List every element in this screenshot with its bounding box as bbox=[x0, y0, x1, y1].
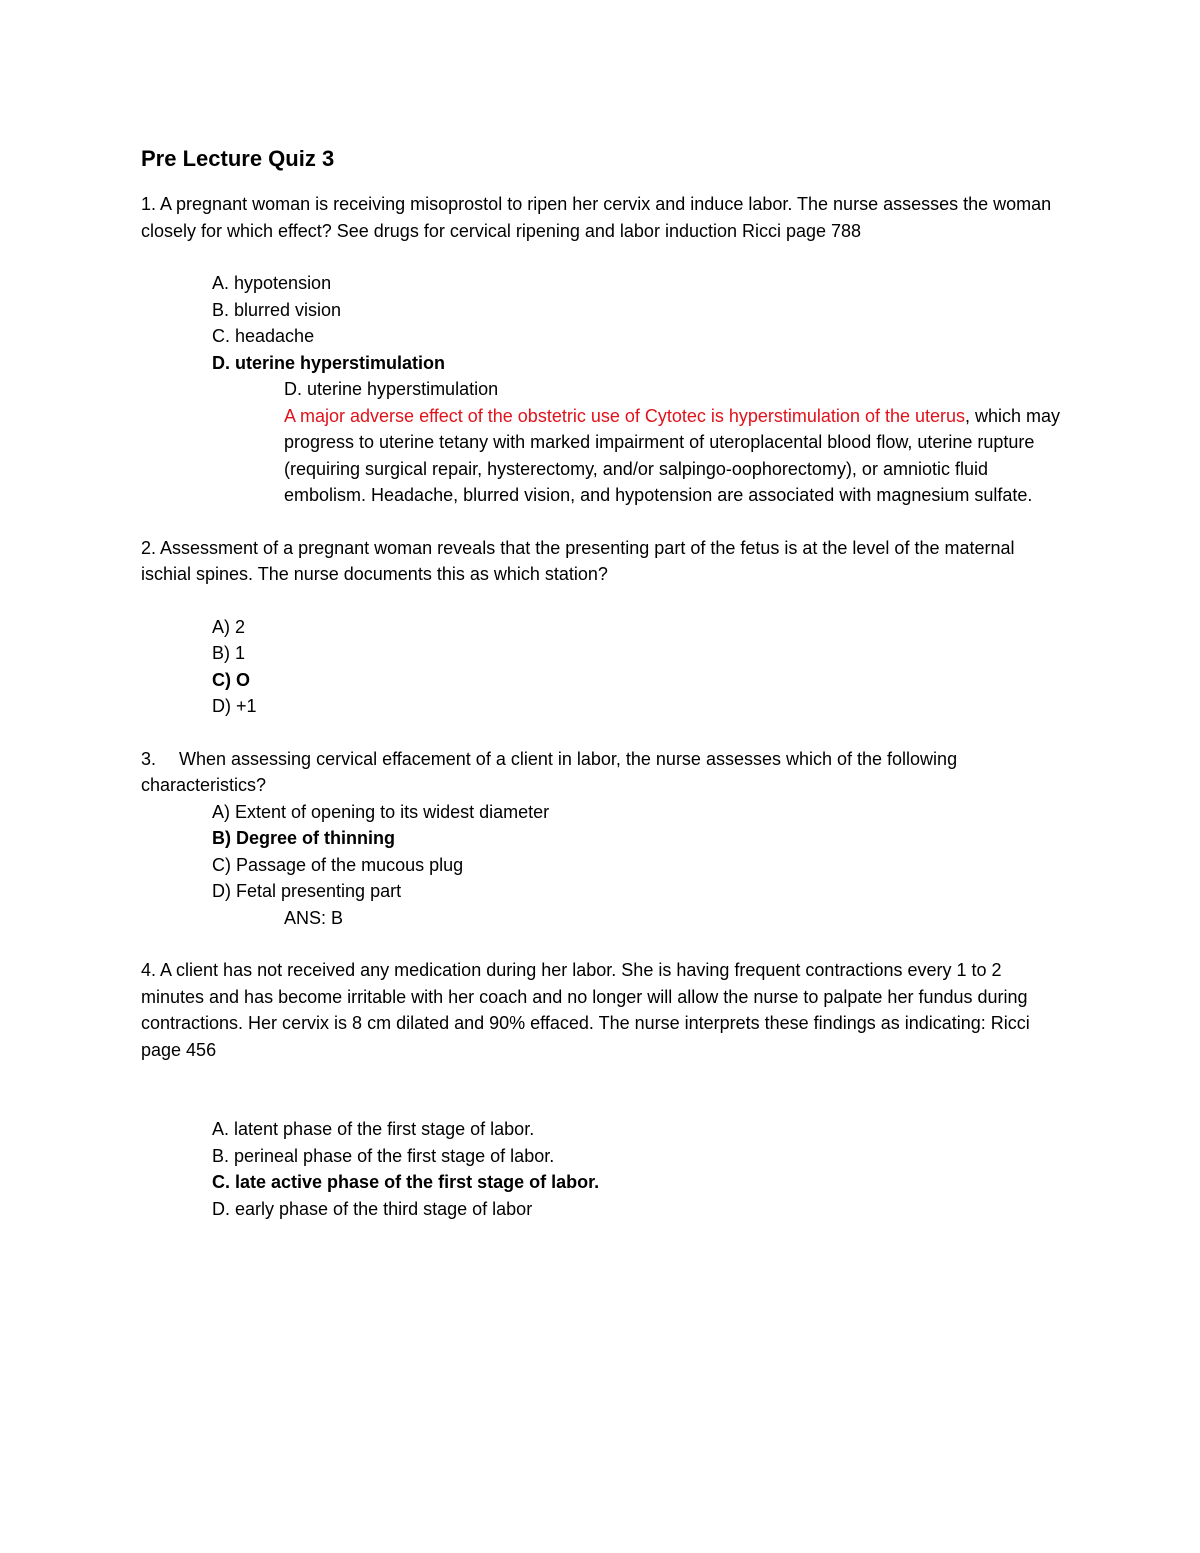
option-4d: D. early phase of the third stage of labor bbox=[212, 1198, 533, 1219]
question-3-options bbox=[141, 799, 1061, 905]
page-title: Pre Lecture Quiz 3 bbox=[141, 146, 335, 171]
question-2 bbox=[141, 535, 1061, 588]
question-3-text bbox=[141, 746, 1061, 799]
option-4a: A. latent phase of the first stage of labor. bbox=[212, 1119, 535, 1139]
question-2-options bbox=[141, 614, 1061, 720]
option-2d: D) +1 bbox=[212, 696, 257, 716]
question-4 bbox=[141, 957, 1061, 1063]
question-3-answer: ANS: B bbox=[284, 907, 344, 928]
option-3d: D) Fetal presenting part bbox=[212, 881, 402, 901]
question-3-body: When assessing cervical effacement of a client in labor, the nurse assesses which of the following characteristics? bbox=[141, 748, 958, 795]
explanation-rest: , which may progress to uterine tetany with marked impairment of uteroplacental blood flow, uterine rupture (requiring surgical repair, hysterectomy, and/or salpingo-oophorectomy), or amniotic fluid embolism. Headache, blurred vision, and hypotension are associated with magnesium sulfate. bbox=[284, 405, 1061, 505]
question-4-options bbox=[141, 1116, 1061, 1222]
answer-repeat: D. uterine hyperstimulation bbox=[284, 379, 499, 399]
option-1a: A. hypotension bbox=[212, 273, 332, 293]
option-3c: C) Passage of the mucous plug bbox=[212, 854, 464, 875]
question-2-text: 2. Assessment of a pregnant woman reveals that the presenting part of the fetus is at the level of the maternal ischial spines. The nurse documents this as which station? bbox=[141, 537, 1015, 584]
question-1 bbox=[141, 191, 1061, 244]
question-3-number: 3. bbox=[141, 748, 157, 769]
option-1b: B. blurred vision bbox=[212, 299, 342, 320]
document-page bbox=[141, 143, 1061, 1222]
question-4-text: 4. A client has not received any medication during her labor. She is having frequent contractions every 1 to 2 minutes and has become irritable with her coach and no longer will allow the nurse to palpate her fundus during contractions. Her cervix is 8 cm dilated and 90% effaced. The nurse interprets these findings as indicating: Ricci page 456 bbox=[141, 960, 1030, 1060]
question-3 bbox=[141, 746, 1061, 799]
question-1-explanation bbox=[141, 376, 1061, 509]
option-1c: C. headache bbox=[212, 326, 315, 346]
explanation-text bbox=[284, 403, 1061, 509]
question-1-options bbox=[141, 270, 1061, 376]
option-2c-correct: C) O bbox=[212, 669, 250, 690]
explanation-lead: A bbox=[284, 405, 301, 426]
option-2b: B) 1 bbox=[212, 643, 246, 663]
explanation-highlight: major adverse effect of the obstetric use of Cytotec is hyperstimulation of the uterus bbox=[300, 405, 966, 426]
option-1d-correct: D. uterine hyperstimulation bbox=[212, 352, 446, 373]
option-3b-correct: B) Degree of thinning bbox=[212, 828, 395, 848]
question-1-text: 1. A pregnant woman is receiving misoprostol to ripen her cervix and induce labor. The nurse assesses the woman closely for which effect? See drugs for cervical ripening and labor induction Ricci page 788 bbox=[141, 194, 1052, 241]
option-4c-correct: C. late active phase of the first stage of labor. bbox=[212, 1172, 600, 1192]
option-4b: B. perineal phase of the first stage of labor. bbox=[212, 1145, 555, 1166]
option-2a: A) 2 bbox=[212, 616, 246, 637]
option-3a: A) Extent of opening to its widest diameter bbox=[212, 801, 550, 822]
